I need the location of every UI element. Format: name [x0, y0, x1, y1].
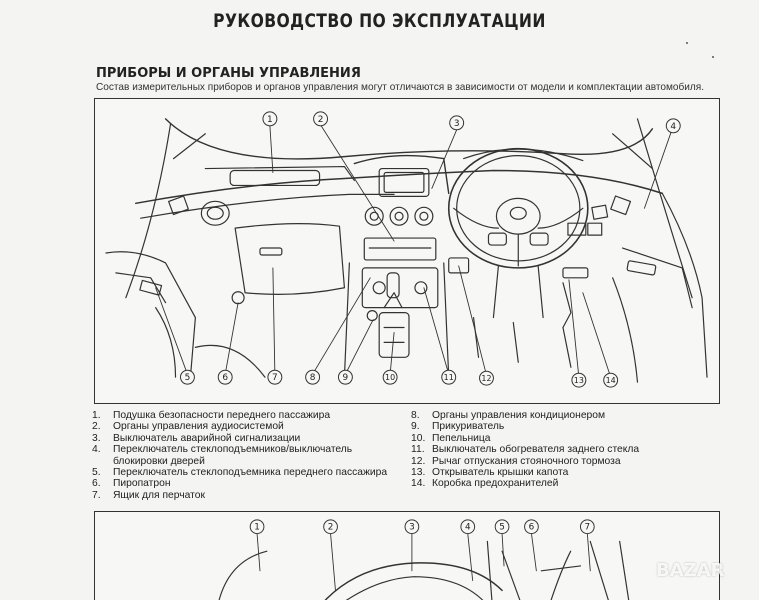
legend-item	[411, 410, 741, 421]
callout-7: 7	[272, 373, 278, 384]
legend-text: Выключатель аварийной сигнализации	[113, 432, 301, 444]
legend-text: Прикуриватель	[432, 421, 505, 433]
legend-num: 10.	[411, 432, 426, 444]
callout-4: 4	[670, 121, 677, 132]
legend-right	[411, 410, 741, 490]
legend-num: 12.	[411, 455, 426, 467]
legend-item	[411, 421, 741, 432]
fig2-callout-4: 4	[464, 522, 471, 533]
legend-text: Ящик для перчаток	[113, 489, 205, 501]
legend-item	[92, 433, 404, 444]
second-illustration	[94, 511, 720, 600]
callout-8: 8	[309, 373, 316, 384]
legend-text: Органы управления кондиционером	[432, 410, 606, 421]
legend-num: 8.	[411, 410, 420, 421]
fig2-callout-7: 7	[584, 522, 591, 533]
dashboard-illustration	[94, 98, 720, 404]
legend-num: 9.	[411, 421, 420, 433]
callout-2: 2	[317, 114, 324, 125]
fig2-callout-3: 3	[409, 522, 415, 533]
legend-item	[92, 467, 404, 478]
legend-item	[411, 433, 741, 444]
callout-9: 9	[342, 373, 349, 384]
legend-text: Пепельница	[432, 432, 491, 444]
legend-left	[92, 410, 404, 501]
legend-num: 2.	[92, 421, 101, 433]
legend-text: Коробка предохранителей	[432, 478, 559, 490]
legend-num: 5.	[92, 467, 101, 479]
legend-num: 4.	[92, 444, 101, 456]
section-subtitle: Состав измерительных приборов и органов управления могут отличаются в зависимости от модели и комплектации автомобиля.	[96, 81, 705, 93]
section-title: ПРИБОРЫ И ОРГАНЫ УПРАВЛЕНИЯ	[96, 66, 361, 81]
legend-text: Переключатель стеклоподъемников/выключатель блокировки дверей	[113, 444, 353, 467]
legend-num: 3.	[92, 432, 101, 444]
callout-14: 14	[605, 376, 616, 386]
legend-item	[411, 444, 741, 455]
legend-item	[92, 490, 404, 501]
legend-num: 1.	[92, 410, 101, 421]
legend-num: 13.	[411, 467, 426, 479]
page-title: РУКОВОДСТВО ПО ЭКСПЛУАТАЦИИ	[213, 10, 546, 32]
fig2-callout-5: 5	[499, 522, 505, 533]
legend-item	[92, 421, 404, 432]
legend-num: 11.	[411, 444, 425, 456]
legend-num: 14.	[411, 478, 426, 490]
scan-speck	[686, 42, 688, 44]
legend-item	[92, 444, 404, 467]
callout-10: 10	[385, 373, 396, 383]
legend-text: Пиропатрон	[113, 478, 171, 490]
callout-6: 6	[222, 373, 229, 384]
fig2-callout-2: 2	[327, 522, 334, 533]
legend-text: Открыватель крышки капота	[432, 467, 569, 479]
legend-text: Выключатель обогревателя заднего стекла	[432, 444, 640, 456]
callout-12: 12	[481, 374, 492, 384]
callout-13: 13	[573, 376, 584, 386]
legend-text: Подушка безопасности переднего пассажира	[113, 410, 331, 421]
legend-text: Органы управления аудиосистемой	[113, 421, 284, 433]
fig2-callout-1: 1	[254, 522, 260, 533]
legend-item	[411, 467, 741, 478]
legend-text: Рычаг отпускания стояночного тормоза	[432, 455, 621, 467]
legend-item	[92, 410, 404, 421]
legend-item	[411, 478, 741, 489]
legend-num: 7.	[92, 489, 101, 501]
legend-item	[411, 456, 741, 467]
callout-1: 1	[267, 114, 273, 125]
scan-speck	[712, 56, 714, 58]
callout-5: 5	[184, 373, 191, 384]
callout-3: 3	[453, 118, 460, 129]
fig2-callout-6: 6	[528, 522, 535, 533]
legend-text: Переключатель стеклоподъемника переднего пассажира	[113, 467, 388, 479]
legend-item	[92, 478, 404, 489]
legend-num: 6.	[92, 478, 101, 490]
watermark: BAZAR	[656, 560, 725, 581]
callout-11: 11	[443, 373, 454, 383]
